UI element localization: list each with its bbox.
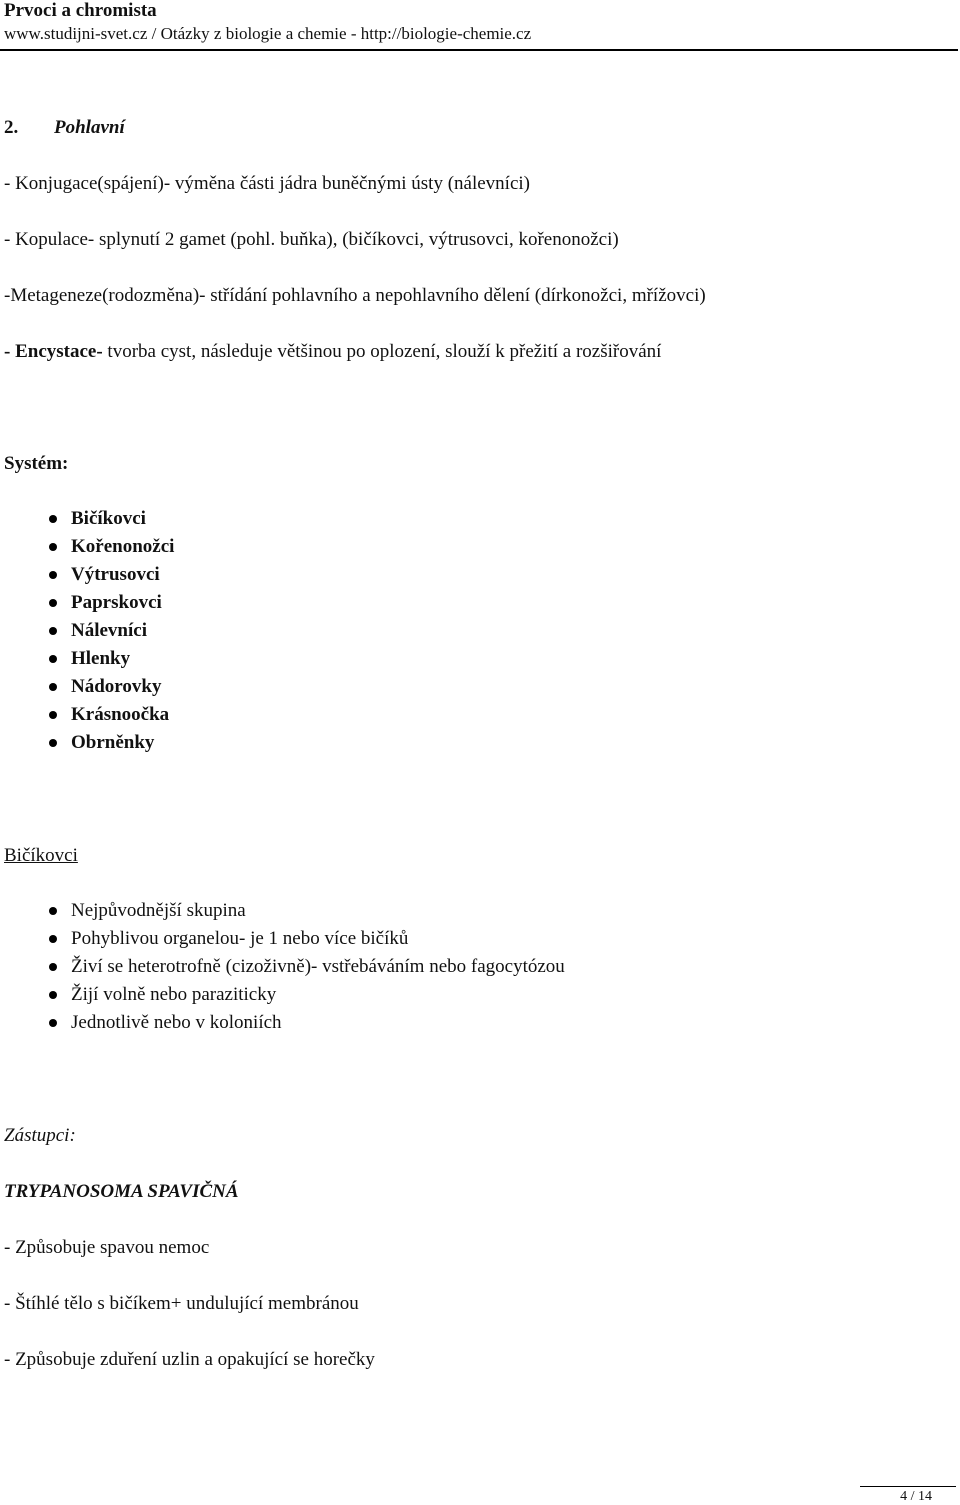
list-item: Bičíkovci — [0, 505, 174, 533]
list-item: Nálevníci — [0, 617, 174, 645]
footer-divider — [860, 1486, 956, 1487]
list-item: Nádorovky — [0, 673, 174, 701]
bullet-icon — [49, 683, 57, 691]
species-line: - Štíhlé tělo s bičíkem+ undulující membránou — [4, 1293, 359, 1314]
document-source: www.studijni-svet.cz / Otázky z biologie a chemie - http://biologie-chemie.cz — [4, 24, 532, 43]
list-item: Žijí volně nebo paraziticky — [0, 981, 565, 1009]
reproduction-line: -Metageneze(rodozměna)- střídání pohlavního a nepohlavního dělení (dírkonožci, mřížovci) — [4, 285, 706, 306]
reproduction-line: - Encystace- tvorba cyst, následuje většinou po oplození, slouží k přežití a rozšiřování — [4, 341, 662, 362]
bullet-icon — [49, 627, 57, 635]
system-heading: Systém: — [4, 453, 69, 474]
zastupci-heading: Zástupci: — [4, 1125, 76, 1146]
list-item: Hlenky — [0, 645, 174, 673]
system-list — [0, 505, 174, 757]
section-heading — [4, 117, 125, 139]
bullet-icon — [49, 571, 57, 579]
species-line: - Způsobuje spavou nemoc — [4, 1237, 210, 1258]
list-item: Krásnoočka — [0, 701, 174, 729]
list-item: Kořenonožci — [0, 533, 174, 561]
bullet-icon — [49, 991, 57, 999]
list-item: Obrněnky — [0, 729, 174, 757]
bullet-icon — [49, 711, 57, 719]
page-number: 4 / 14 — [900, 1489, 932, 1504]
list-item: Živí se heterotrofně (cizoživně)- vstřebáváním nebo fagocytózou — [0, 953, 565, 981]
bullet-icon — [49, 935, 57, 943]
list-item: Pohyblivou organelou- je 1 nebo více bičíků — [0, 925, 565, 953]
list-item: Paprskovci — [0, 589, 174, 617]
bicikovci-list — [0, 897, 565, 1037]
bullet-icon — [49, 599, 57, 607]
section-number: 2. — [4, 117, 19, 138]
list-item: Jednotlivě nebo v koloniích — [0, 1009, 565, 1037]
reproduction-line: - Kopulace- splynutí 2 gamet (pohl. buňka), (bičíkovci, výtrusovci, kořenonožci) — [4, 229, 619, 250]
reproduction-line: - Konjugace(spájení)- výměna části jádra buněčnými ústy (nálevníci) — [4, 173, 530, 194]
bullet-icon — [49, 1019, 57, 1027]
document-title: Prvoci a chromista — [4, 0, 157, 21]
species-line: - Způsobuje zduření uzlin a opakující se horečky — [4, 1349, 375, 1370]
section-title: Pohlavní — [54, 117, 125, 138]
bullet-icon — [49, 515, 57, 523]
bullet-icon — [49, 543, 57, 551]
bullet-icon — [49, 739, 57, 747]
species-name: TRYPANOSOMA SPAVIČNÁ — [4, 1181, 239, 1202]
bicikovci-heading: Bičíkovci — [4, 845, 78, 866]
bullet-icon — [49, 907, 57, 915]
bullet-icon — [49, 655, 57, 663]
header-divider — [0, 49, 958, 51]
list-item: Nejpůvodnější skupina — [0, 897, 565, 925]
bullet-icon — [49, 963, 57, 971]
list-item: Výtrusovci — [0, 561, 174, 589]
